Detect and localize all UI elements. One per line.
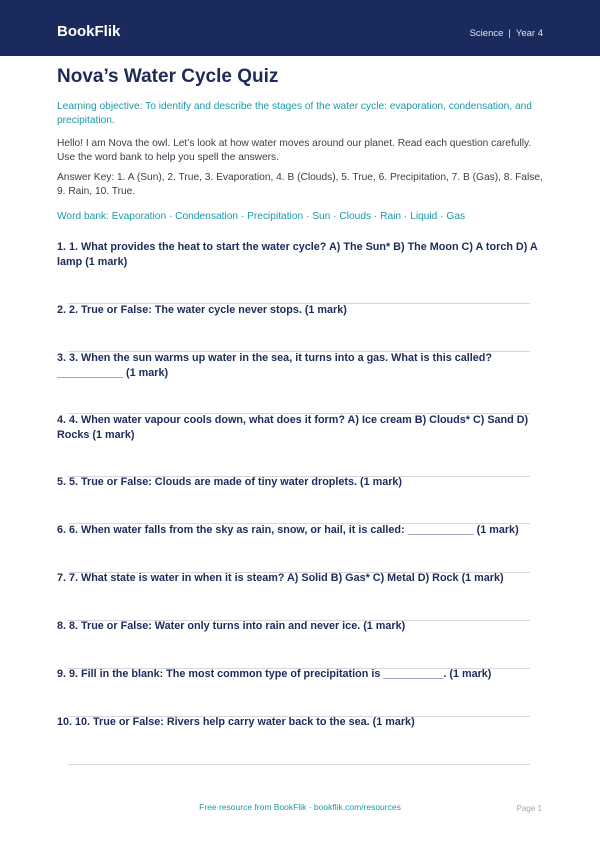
question-5: 5. 5. True or False: Clouds are made of tiny water droplets. (1 mark): [57, 476, 402, 488]
meta-separator: |: [508, 28, 511, 39]
page-title: Nova’s Water Cycle Quiz: [57, 66, 279, 87]
answer-key: Answer Key: 1. A (Sun), 2. True, 3. Evaporation, 4. B (Clouds), 5. True, 6. Precipitation, 7. B (Gas), 8. False, 9. Rain, 10. True.: [57, 172, 543, 197]
footer-resource-link[interactable]: Free resource from BookFlik · bookflik.com/resources: [199, 802, 401, 812]
year-label: Year 4: [515, 28, 543, 39]
question-2: 2. 2. True or False: The water cycle never stops. (1 mark): [57, 304, 347, 316]
word-bank: Word bank: Evaporation · Condensation · Precipitation · Sun · Clouds · Rain · Liquid · Gas: [57, 211, 466, 222]
question-7: 7. 7. What state is water in when it is steam? A) Solid B) Gas* C) Metal D) Rock (1 mark): [57, 572, 504, 584]
learning-objective: Learning objective: To identify and describe the stages of the water cycle: evaporation, condensation, and precipitation.: [57, 101, 532, 126]
page-number: Page 1: [516, 804, 542, 813]
question-8: 8. 8. True or False: Water only turns into rain and never ice. (1 mark): [57, 620, 406, 632]
question-1: 1. 1. What provides the heat to start the water cycle? A) The Sun* B) The Moon C) A torch D) A lamp (1 mark): [57, 241, 538, 268]
intro-text: Hello! I am Nova the owl. Let’s look at how water moves around our planet. Read each question carefully. Use the word bank to help you spell the answers.: [57, 138, 532, 163]
page-header: [0, 0, 600, 56]
answer-line-10: [68, 764, 530, 765]
brand-logo-text: BookFlik: [57, 23, 121, 40]
question-3: 3. 3. When the sun warms up water in the sea, it turns into a gas. What is this called? ___________ (1 mark): [57, 352, 492, 379]
question-6: 6. 6. When water falls from the sky as rain, snow, or hail, it is called: ___________ (1 mark): [57, 524, 519, 536]
header-meta: [470, 28, 543, 40]
question-10: 10. 10. True or False: Rivers help carry water back to the sea. (1 mark): [57, 716, 415, 728]
question-4: 4. 4. When water vapour cools down, what does it form? A) Ice cream B) Clouds* C) Sand D) Rocks (1 mark): [57, 414, 529, 441]
subject-label: Science: [469, 28, 504, 39]
question-9: 9. 9. Fill in the blank: The most common type of precipitation is __________. (1 mark): [57, 668, 492, 680]
